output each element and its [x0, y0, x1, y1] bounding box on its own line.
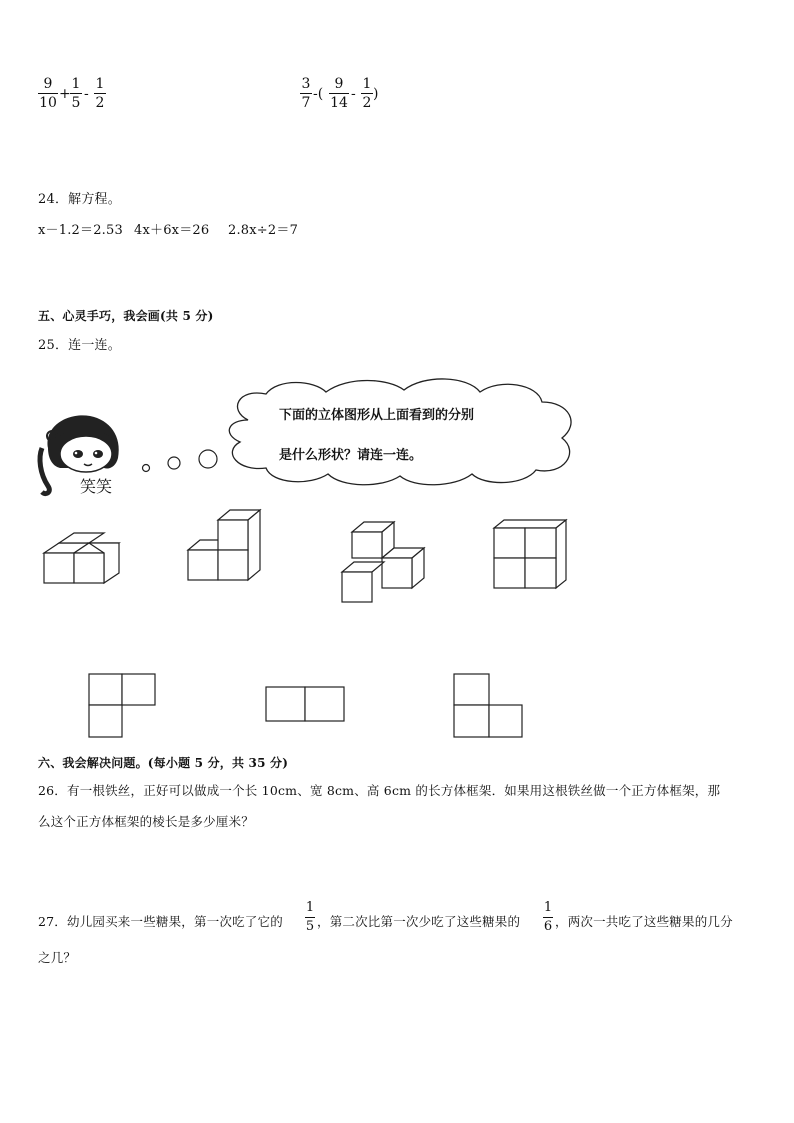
fraction — [38, 76, 58, 111]
denominator: 6 — [543, 919, 553, 934]
question-27-line-2: 之几？ — [38, 950, 77, 965]
solid-figure-3 — [338, 518, 430, 604]
numerator: 1 — [543, 900, 553, 915]
question-27-part-2: ，第二次比第一次少吃了这些糖果的 — [317, 914, 521, 929]
operator: - — [84, 86, 89, 102]
numerator: 1 — [71, 76, 81, 92]
fraction — [70, 76, 82, 111]
denominator: 5 — [305, 919, 315, 934]
numerator: 1 — [95, 76, 105, 92]
bubble-text-line-1: 下面的立体图形从上面看到的分别 — [279, 408, 475, 423]
top-view-shape-2 — [265, 686, 347, 724]
numerator: 1 — [362, 76, 372, 92]
solid-figure-2 — [188, 508, 268, 582]
solid-figure-1 — [40, 525, 130, 585]
denominator: 10 — [39, 95, 57, 111]
question-27-part-3: ，两次一共吃了这些糖果的几分 — [555, 914, 733, 929]
numerator: 1 — [305, 900, 315, 915]
question-24-title: 24．解方程。 — [38, 192, 121, 207]
denominator: 7 — [301, 95, 311, 111]
question-25-title: 25．连一连。 — [38, 338, 121, 353]
numerator: 9 — [43, 76, 53, 92]
thought-dots — [138, 446, 218, 476]
section-5-heading: 五、心灵手巧，我会画(共 5 分) — [38, 309, 214, 323]
operator: + — [59, 86, 71, 102]
fraction — [300, 76, 312, 111]
equation-3: 2.8x÷2＝7 — [228, 223, 299, 238]
top-view-shape-1 — [88, 673, 158, 739]
question-26-line-1: 26．有一根铁丝，正好可以做成一个长 10cm、宽 8cm、高 6cm 的长方体框架．如果用这根铁丝做一个正方体框架，那 — [38, 783, 721, 798]
fraction — [543, 900, 553, 935]
question-26-line-2: 么这个正方体框架的棱长是多少厘米？ — [38, 814, 254, 829]
section-6-heading: 六、我会解决问题。(每小题 5 分，共 35 分) — [38, 756, 289, 770]
operator: ) — [373, 86, 379, 102]
operator: - — [351, 86, 356, 102]
fraction — [94, 76, 106, 111]
girl-caption: 笑笑 — [80, 477, 113, 496]
equation-2: 4x＋6x＝26 — [134, 223, 210, 238]
thought-cloud — [218, 380, 580, 486]
denominator: 2 — [95, 95, 105, 111]
equation-1: x－1.2＝2.53 — [38, 223, 123, 238]
fraction — [305, 900, 315, 935]
denominator: 5 — [71, 95, 81, 111]
solid-figure-4 — [492, 518, 570, 590]
denominator: 14 — [330, 95, 348, 111]
top-view-shape-3 — [453, 673, 525, 739]
fraction — [329, 76, 349, 111]
numerator: 3 — [301, 76, 311, 92]
bubble-text-line-2: 是什么形状？请连一连。 — [279, 448, 423, 463]
denominator: 2 — [362, 95, 372, 111]
fraction — [361, 76, 373, 111]
numerator: 9 — [334, 76, 344, 92]
question-27-part-1: 27．幼儿园买来一些糖果，第一次吃了它的 — [38, 914, 283, 929]
operator: -( — [313, 86, 324, 102]
